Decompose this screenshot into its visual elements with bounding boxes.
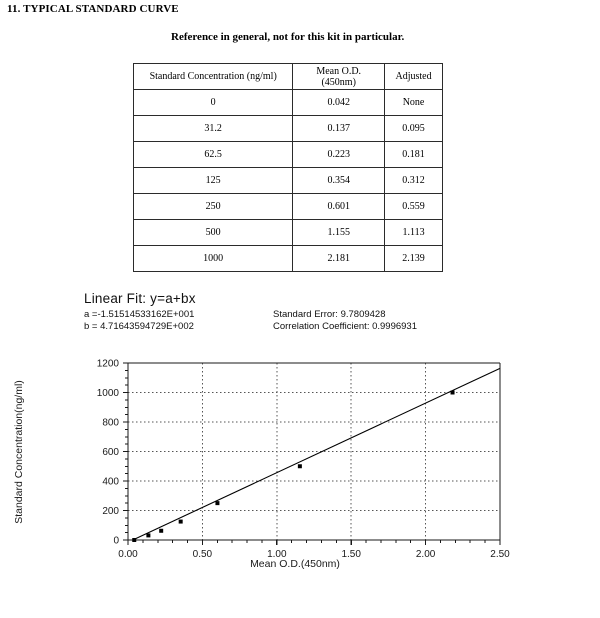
- y-tick-label: 800: [102, 417, 119, 429]
- column-header-concentration: Standard Concentration (ng/ml): [134, 64, 293, 90]
- chart-y-tick-labels: [97, 359, 120, 547]
- cell-mean-od: 0.601: [293, 194, 385, 220]
- data-point: [132, 538, 136, 542]
- chart-fit-line: [133, 368, 500, 540]
- standard-curve-chart: [0, 352, 600, 582]
- cell-concentration: 500: [134, 220, 293, 246]
- linear-fit-row-b: [84, 321, 493, 333]
- cell-mean-od: 0.354: [293, 168, 385, 194]
- y-tick-label: 1000: [96, 388, 119, 399]
- coefficient-a: a =-1.51514533162E+001: [84, 309, 195, 320]
- chart-svg: [0, 352, 600, 582]
- chart-data-points: [132, 391, 454, 543]
- cell-mean-od: 0.223: [293, 142, 385, 168]
- cell-mean-od: 1.155: [293, 220, 385, 246]
- cell-mean-od: 0.042: [293, 90, 385, 116]
- table-row: [134, 168, 443, 194]
- column-header-mean-od: Mean O.D.(450nm): [293, 64, 385, 90]
- cell-concentration: 0: [134, 90, 293, 116]
- column-header-adjusted: Adjusted: [385, 64, 443, 90]
- y-tick-label: 400: [102, 476, 119, 488]
- cell-adjusted: 1.113: [385, 220, 443, 246]
- x-tick-label: 2.50: [490, 549, 510, 560]
- table-row: [134, 142, 443, 168]
- page-title: 11. TYPICAL STANDARD CURVE: [7, 3, 179, 15]
- y-tick-label: 600: [102, 447, 119, 458]
- table-row: [134, 90, 443, 116]
- y-axis-label: Standard Concentration(ng/ml): [13, 380, 25, 524]
- x-tick-label: 2.00: [415, 549, 436, 560]
- y-tick-label: 200: [102, 506, 119, 517]
- chart-gridlines: [128, 363, 500, 540]
- cell-concentration: 250: [134, 194, 293, 220]
- data-point: [179, 520, 183, 524]
- x-tick-label: 1.00: [267, 549, 287, 560]
- standard-curve-table: [133, 63, 443, 272]
- linear-fit-block: [84, 291, 493, 333]
- data-point: [451, 391, 455, 395]
- cell-adjusted: 2.139: [385, 246, 443, 272]
- y-tick-label: 0: [113, 535, 119, 547]
- cell-concentration: 62.5: [134, 142, 293, 168]
- cell-mean-od: 0.137: [293, 116, 385, 142]
- cell-adjusted: 0.181: [385, 142, 443, 168]
- cell-adjusted: None: [385, 90, 443, 116]
- x-tick-label: 1.50: [341, 549, 361, 560]
- table-row: [134, 194, 443, 220]
- data-point: [215, 501, 219, 505]
- data-point: [146, 533, 150, 537]
- correlation-coefficient: Correlation Coefficient: 0.9996931: [273, 321, 418, 332]
- cell-concentration: 125: [134, 168, 293, 194]
- x-axis-label: Mean O.D.(450nm): [250, 558, 340, 570]
- data-point: [159, 529, 163, 533]
- cell-adjusted: 0.095: [385, 116, 443, 142]
- cell-concentration: 1000: [134, 246, 293, 272]
- data-point: [298, 464, 302, 468]
- linear-fit-row-a: [84, 309, 493, 321]
- table-row: [134, 116, 443, 142]
- table-row: [134, 220, 443, 246]
- y-tick-label: 1200: [96, 358, 119, 370]
- cell-adjusted: 0.559: [385, 194, 443, 220]
- table-row: [134, 246, 443, 272]
- x-tick-label: 0.50: [192, 549, 213, 560]
- coefficient-b: b = 4.71643594729E+002: [84, 321, 194, 332]
- standard-error: Standard Error: 9.7809428: [273, 309, 386, 320]
- cell-adjusted: 0.312: [385, 168, 443, 194]
- cell-concentration: 31.2: [134, 116, 293, 142]
- cell-mean-od: 2.181: [293, 246, 385, 272]
- table-header-row: [134, 64, 443, 90]
- linear-fit-title: Linear Fit: y=a+bx: [84, 291, 196, 306]
- x-tick-label: 0.00: [118, 549, 138, 560]
- reference-disclaimer: Reference in general, not for this kit in particular.: [171, 31, 405, 43]
